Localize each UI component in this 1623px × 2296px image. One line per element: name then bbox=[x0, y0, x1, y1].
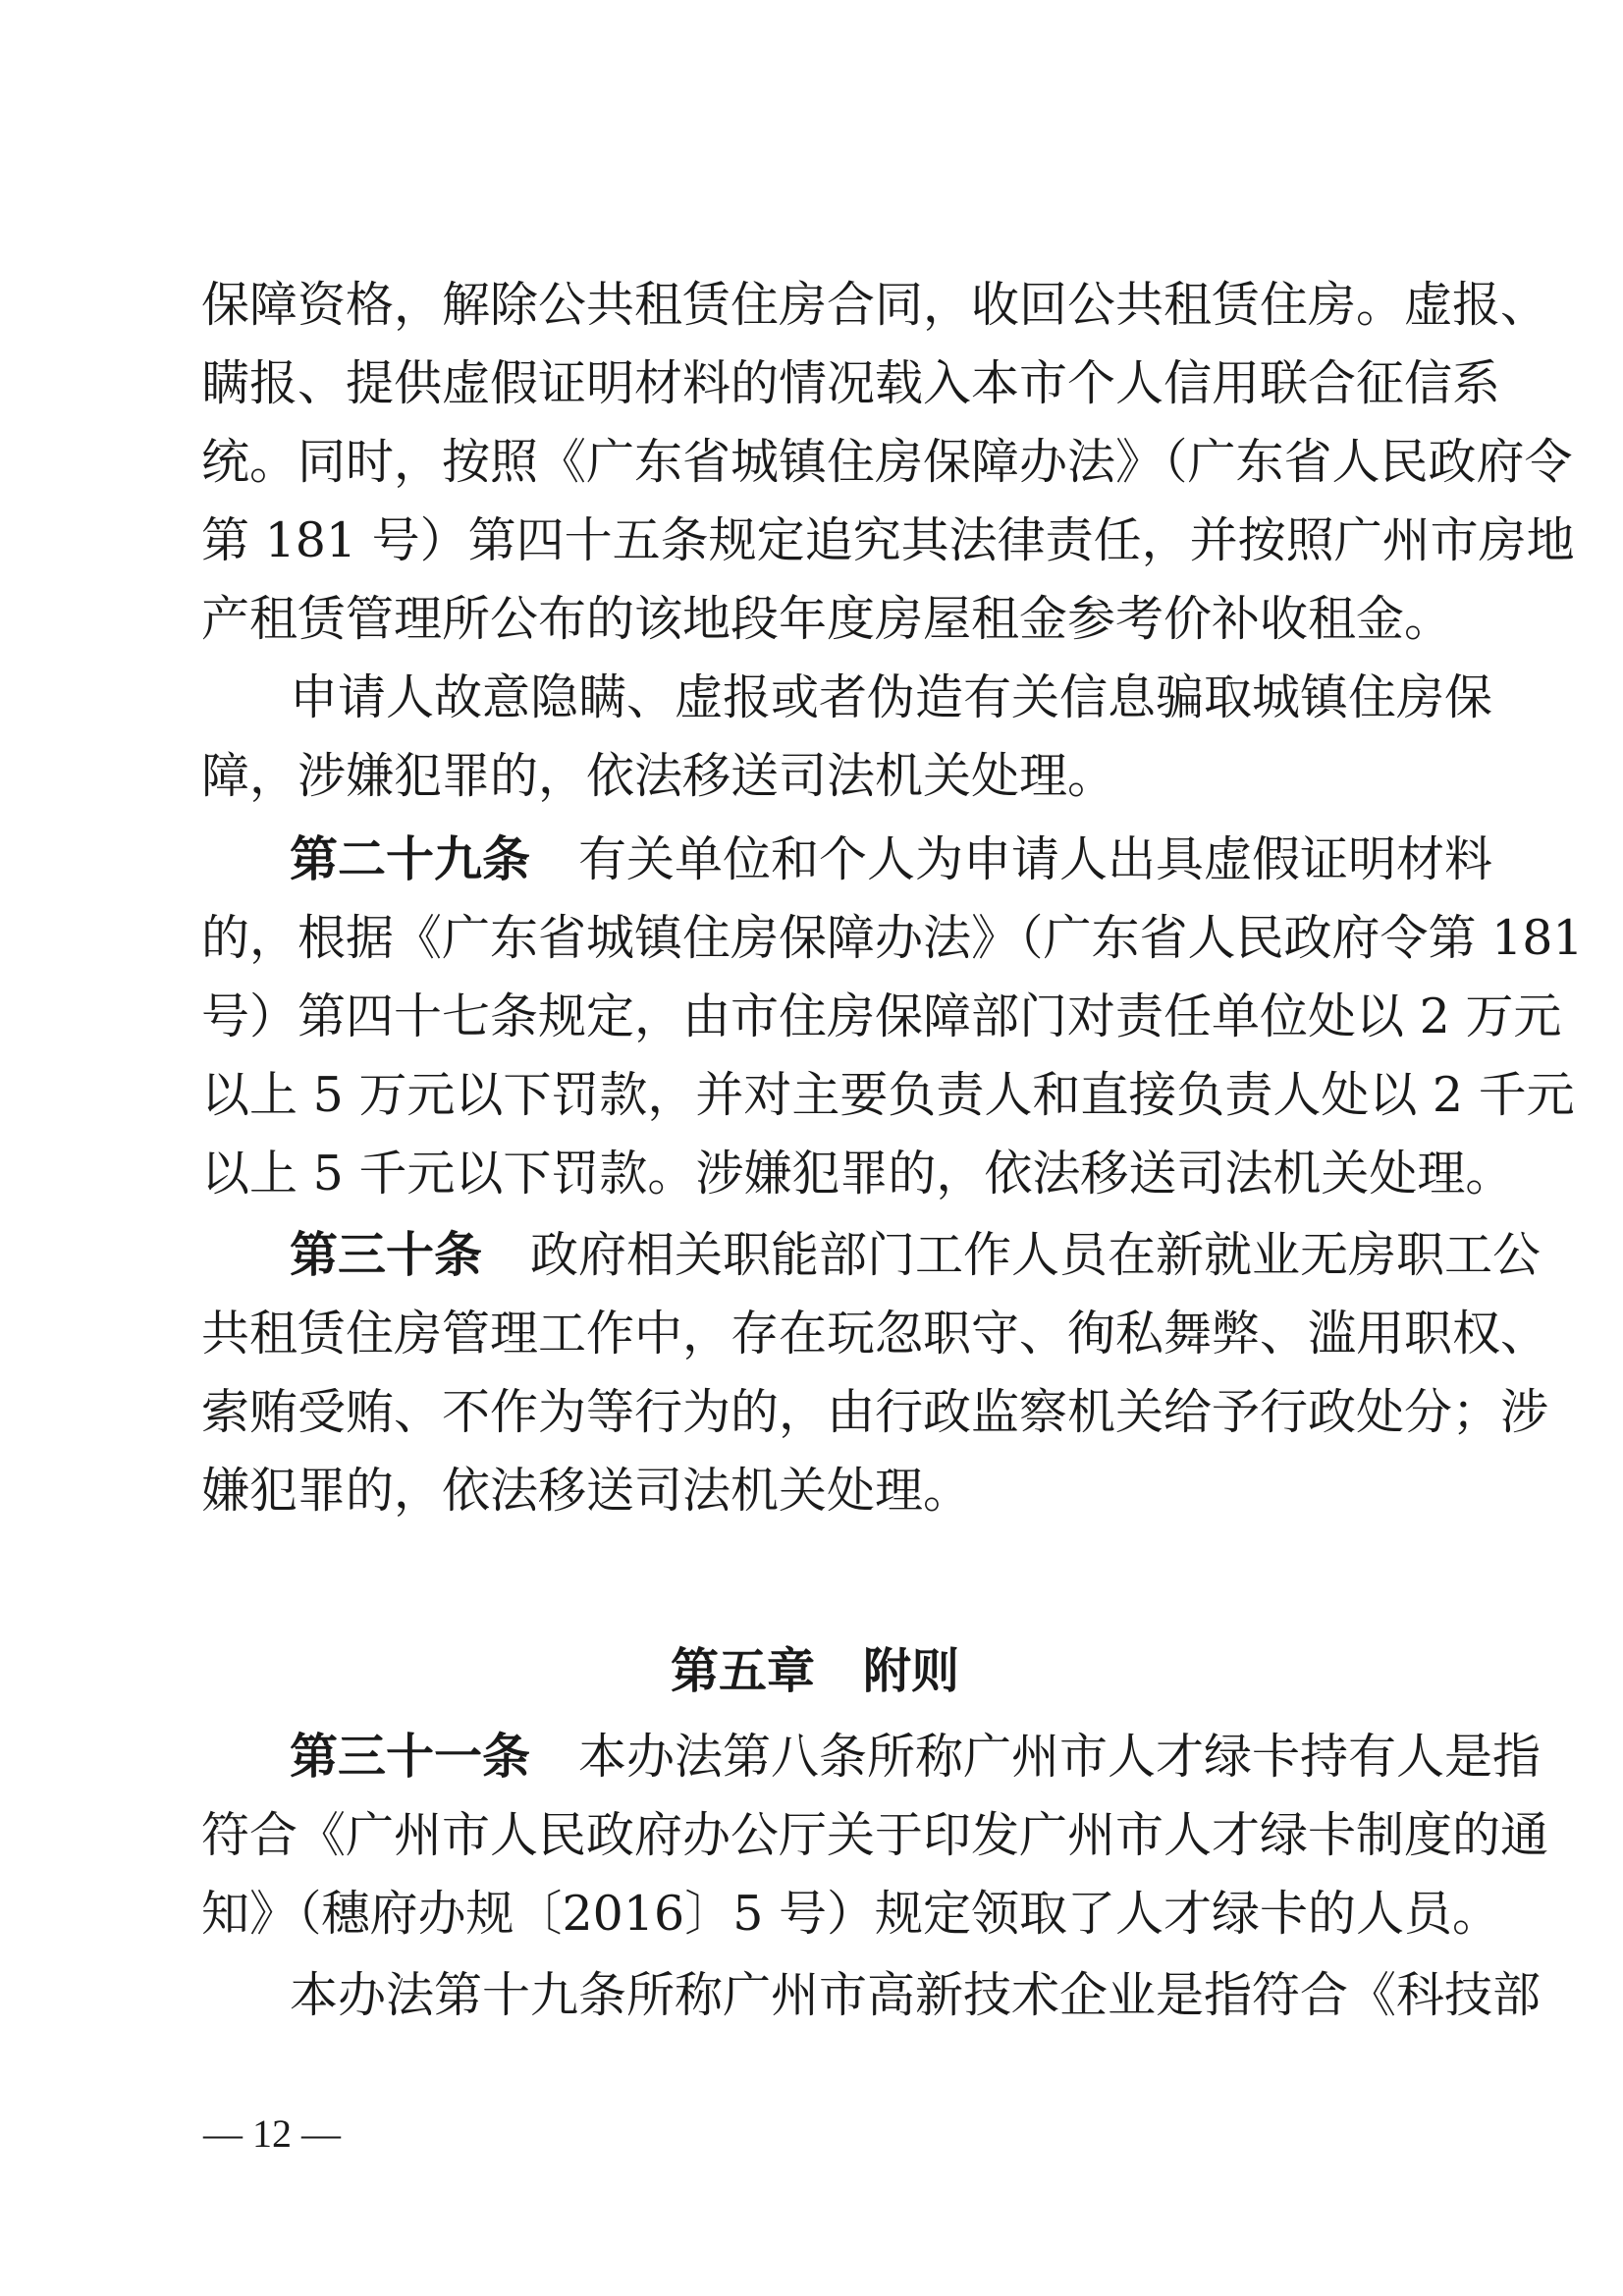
page-number: — 12 — bbox=[203, 2111, 341, 2156]
paragraph-line: 共租赁住房管理工作中，存在玩忽职守、徇私舞弊、滥用职权、 bbox=[201, 1306, 1549, 1362]
paragraph-line: 以上 5 万元以下罚款，并对主要负责人和直接负责人处以 2 千元 bbox=[201, 1067, 1575, 1123]
paragraph-line: 瞒报、提供虚假证明材料的情况载入本市个人信用联合征信系 bbox=[201, 355, 1501, 411]
article-heading: 第三十条 bbox=[290, 1227, 483, 1283]
article-heading: 第三十一条 bbox=[290, 1729, 531, 1785]
paragraph-line: 保障资格，解除公共租赁住房合同，收回公共租赁住房。虚报、 bbox=[201, 277, 1549, 333]
article-29-first-line bbox=[290, 821, 1493, 899]
paragraph-line: 产租赁管理所公布的该地段年度房屋租金参考价补收租金。 bbox=[201, 591, 1453, 647]
paragraph-line: 知》（穗府办规〔2016〕5 号）规定领取了人才绿卡的人员。 bbox=[201, 1886, 1500, 1942]
article-30-first-line bbox=[290, 1216, 1542, 1295]
article-text: 本办法第八条所称广州市人才绿卡持有人是指 bbox=[578, 1729, 1542, 1785]
article-31-first-line bbox=[290, 1718, 1542, 1796]
paragraph-line: 的，根据《广东省城镇住房保障办法》（广东省人民政府令第 181 bbox=[201, 910, 1584, 966]
paragraph-line: 本办法第十九条所称广州市高新技术企业是指符合《科技部 bbox=[290, 1967, 1542, 2023]
paragraph-line: 统。同时，按照《广东省城镇住房保障办法》（广东省人民政府令 bbox=[201, 434, 1573, 490]
article-text: 有关单位和个人为申请人出具虚假证明材料 bbox=[578, 831, 1493, 887]
paragraph-line: 第 181 号）第四十五条规定追究其法律责任，并按照广州市房地 bbox=[201, 512, 1575, 568]
article-text: 政府相关职能部门工作人员在新就业无房职工公 bbox=[530, 1227, 1542, 1283]
article-heading: 第二十九条 bbox=[290, 831, 531, 887]
paragraph-line: 障，涉嫌犯罪的，依法移送司法机关处理。 bbox=[201, 748, 1116, 804]
chapter-title: 第五章 附则 bbox=[670, 1643, 959, 1699]
paragraph-line: 号）第四十七条规定，由市住房保障部门对责任单位处以 2 万元 bbox=[201, 988, 1562, 1044]
paragraph-line: 符合《广州市人民政府办公厅关于印发广州市人才绿卡制度的通 bbox=[201, 1807, 1549, 1863]
paragraph-line: 索贿受贿、不作为等行为的，由行政监察机关给予行政处分；涉 bbox=[201, 1384, 1549, 1440]
paragraph-line: 申请人故意隐瞒、虚报或者伪造有关信息骗取城镇住房保 bbox=[290, 669, 1493, 725]
paragraph-line: 以上 5 千元以下罚款。涉嫌犯罪的，依法移送司法机关处理。 bbox=[201, 1146, 1514, 1201]
paragraph-line: 嫌犯罪的，依法移送司法机关处理。 bbox=[201, 1463, 972, 1519]
